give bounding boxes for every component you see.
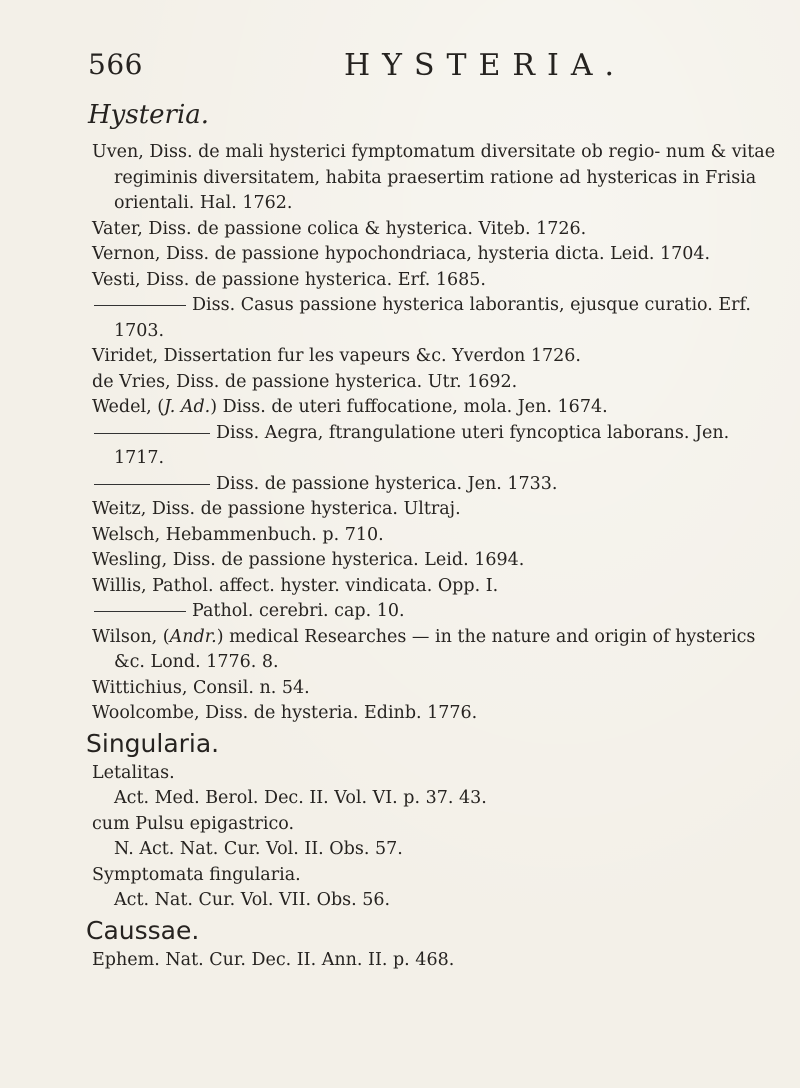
bibliography-entry: Weitz, Diss. de passione hysterica. Ultraj. xyxy=(92,499,461,519)
caussae-line: Ephem. Nat. Cur. Dec. II. Ann. II. p. 468. xyxy=(92,949,455,970)
section-title: Hysteria. xyxy=(88,100,210,130)
bibliography-entry: Vesti, Diss. de passione hysterica. Erf. 1685. xyxy=(92,269,486,290)
singularia-line: Act. Med. Berol. Dec. II. Vol. VI. p. 37. 43. xyxy=(114,788,487,808)
page-number: 566 xyxy=(88,48,143,81)
ditto-dash xyxy=(94,611,186,612)
bibliography-list xyxy=(86,140,782,973)
ditto-dash xyxy=(94,305,186,306)
bibliography-entry: Wesling, Diss. de passione hysterica. Leid. 1694. xyxy=(92,550,525,570)
bibliography-entry: Vernon, Diss. de passione hypochondriaca, hysteria dicta. Leid. 1704. xyxy=(92,244,711,264)
bibliography-entry: Woolcombe, Diss. de hysteria. Edinb. 1776. xyxy=(92,703,478,723)
singularia-line: cum Pulsu epigastrico. xyxy=(92,813,295,834)
singularia-line: Act. Nat. Cur. Vol. VII. Obs. 56. xyxy=(114,890,391,910)
entry-text: Diss. Casus passione hysterica laborantis, ejusque curatio. Erf. 1703. xyxy=(114,295,751,341)
bibliography-entry: Uven, Diss. de mali hysterici fymptomatum diversitate ob regio- num & vitae regiminis diversitatem, habita praesertim ratione ad hystericas in Frisia orientali. Hal. 1762. xyxy=(92,142,776,213)
bibliography-entry xyxy=(92,421,782,472)
singularia-heading: Singularia. xyxy=(86,728,220,758)
bibliography-entry: Willis, Pathol. affect. hyster. vindicata. Opp. I. xyxy=(92,575,499,596)
bibliography-entry: Welsch, Hebammenbuch. p. 710. xyxy=(92,524,384,545)
entry-text: ) Diss. de uteri fuffocatione, mola. Jen. 1674. xyxy=(210,397,608,417)
bibliography-entry xyxy=(92,472,782,498)
bibliography-entry xyxy=(92,395,782,421)
singularia-line: Letalitas. xyxy=(92,762,175,783)
bibliography-entry: Wittichius, Consil. n. 54. xyxy=(92,677,310,698)
page-header xyxy=(88,48,760,88)
bibliography-entry xyxy=(92,625,782,676)
entry-text: Diss. Aegra, ftrangulatione uteri fyncoptica laborans. Jen. 1717. xyxy=(114,422,730,468)
caussae-heading: Caussae. xyxy=(86,915,200,945)
entry-italic: Andr. xyxy=(169,626,217,647)
bibliography-entry: Vater, Diss. de passione colica & hysterica. Viteb. 1726. xyxy=(92,218,587,239)
entry-italic: J. Ad. xyxy=(164,397,211,417)
entry-text: Wilson, ( xyxy=(92,626,170,647)
ditto-dash xyxy=(94,484,210,485)
singularia-line: N. Act. Nat. Cur. Vol. II. Obs. 57. xyxy=(114,839,403,859)
ditto-dash xyxy=(94,433,210,434)
bibliography-entry: de Vries, Diss. de passione hysterica. Utr. 1692. xyxy=(92,371,518,392)
entry-text: Wedel, ( xyxy=(92,397,165,417)
bibliography-entry xyxy=(92,599,782,625)
running-title: HYSTERIA. xyxy=(344,48,627,83)
entry-text: Pathol. cerebri. cap. 10. xyxy=(192,601,405,621)
bibliography-entry: Viridet, Dissertation fur les vapeurs &c. Yverdon 1726. xyxy=(92,346,581,366)
singularia-line: Symptomata fingularia. xyxy=(92,864,301,885)
entry-text: ) medical Researches — in the nature and origin of hysterics &c. Lond. 1776. 8. xyxy=(114,626,756,672)
entry-text: Diss. de passione hysterica. Jen. 1733. xyxy=(216,473,558,494)
bibliography-entry xyxy=(92,293,782,344)
